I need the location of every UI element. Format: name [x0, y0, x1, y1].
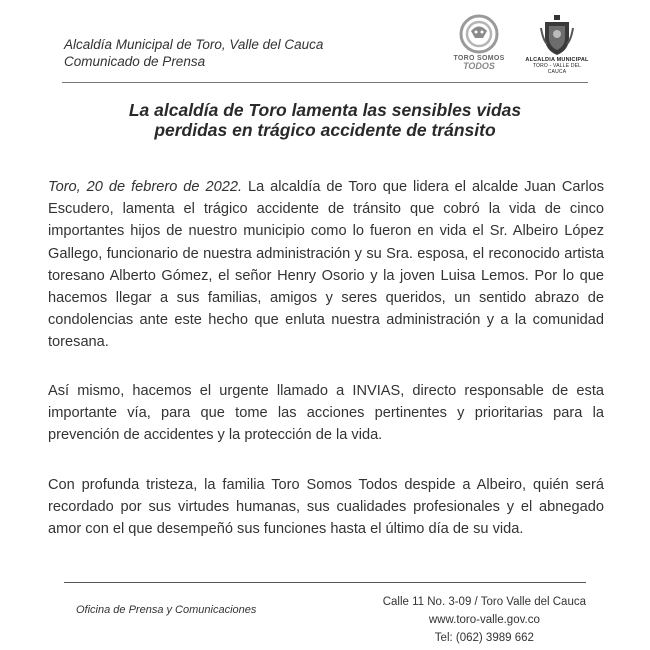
alcaldia-logo: [524, 14, 590, 75]
alcaldia-logo-line1: ALCALDIA MUNICIPAL: [525, 57, 589, 63]
footer-divider: [64, 582, 586, 583]
title-line1: La alcaldía de Toro lamenta las sensibles vidas: [128, 100, 522, 120]
toro-somos-todos-logo: [448, 14, 510, 71]
footer-office: Oficina de Prensa y Comunicaciones: [76, 604, 257, 616]
toro-logo-icon: [459, 14, 499, 54]
footer-contact: [383, 593, 586, 647]
header-divider: [62, 82, 588, 83]
toro-logo-line2: TODOS: [463, 61, 495, 71]
paragraph-1-text: La alcaldía de Toro que lidera el alcalde Juan Carlos Escudero, lamenta el trágico accidente de tránsito que cobró la vida de cinco importantes hijos de nuestro municipio como lo fueron en vida el Sr. Albeiro López Gallego, funcionario de nuestra administración y su Sra. esposa, el reconocido artista toresano Alberto Gómez, el señor Henry Osorio y la joven Luisa Lemos. Por lo que hacemos llegar a sus familias, amigos y seres queridos, un sentido abrazo de condolencias ante este hecho que enluta nuestra administración y a la comunidad toresana.: [48, 179, 604, 351]
footer-address: Calle 11 No. 3-09 / Toro Valle del Cauca: [382, 596, 586, 608]
release-date: Toro, 20 de febrero de 2022.: [48, 179, 242, 195]
footer-phone: Tel: (062) 3989 662: [434, 632, 534, 644]
header-municipality: Alcaldía Municipal de Toro, Valle del Cauca: [64, 37, 324, 52]
press-release-title: [0, 100, 650, 140]
title-line2: perdidas en trágico accidente de tránsito: [154, 120, 496, 140]
coat-of-arms-icon: [539, 14, 575, 56]
footer-website: www.toro-valle.gov.co: [428, 614, 540, 626]
header-press-release: Comunicado de Prensa: [64, 54, 206, 69]
document-header: [64, 36, 323, 70]
toro-logo-line1: TORO SOMOS: [453, 55, 505, 62]
paragraph-3: Con profunda tristeza, la familia Toro Somos Todos despide a Albeiro, quién será recordado por sus virtudes humanas, sus cualidades profesionales y el abnegado amor con el que desempeñó sus funciones hasta el último día de su vida.: [48, 477, 604, 538]
paragraph-2: Así mismo, hacemos el urgente llamado a INVIAS, directo responsable de esta importante vía, para que tome las acciones pertinentes y prioritarias para la prevención de accidentes y la protección de la vida.: [48, 383, 604, 444]
logos: [448, 14, 590, 75]
paragraph-1: [48, 176, 604, 354]
alcaldia-logo-line2: TORO - VALLE DEL CAUCA: [532, 63, 582, 75]
